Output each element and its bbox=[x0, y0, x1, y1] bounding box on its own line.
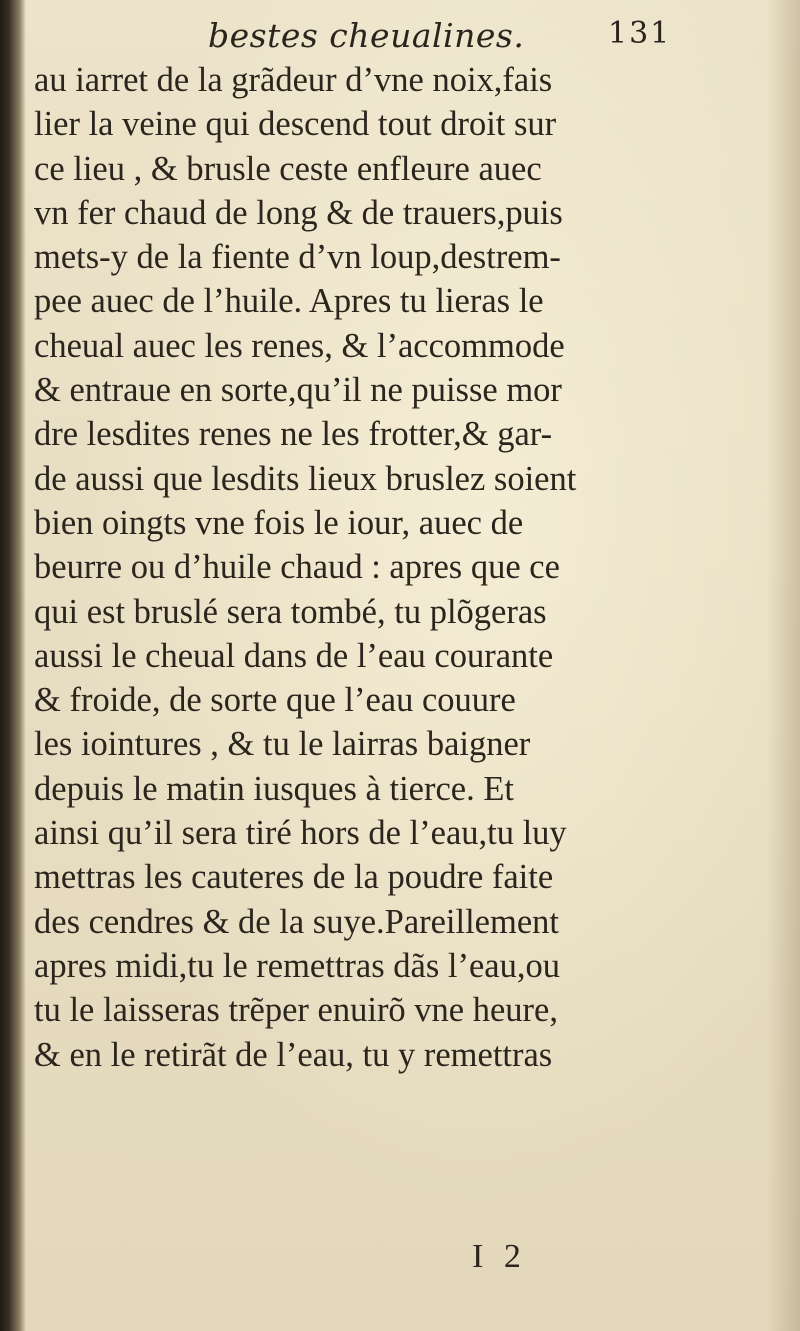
text-line: dre lesdites renes ne les frotter,& gar- bbox=[34, 415, 553, 454]
text-line: beurre ou d’huile chaud : apres que ce bbox=[34, 548, 560, 587]
text-line: qui est bruslé sera tombé, tu plõgeras bbox=[34, 592, 547, 631]
text-line: les iointures , & tu le lairras baigner bbox=[34, 725, 531, 764]
text-line: mets-y de la fiente d’vn loup,destrem- bbox=[34, 238, 561, 277]
text-line: mettras les cauteres de la poudre faite bbox=[34, 858, 554, 897]
signature-mark: I 2 bbox=[472, 1238, 527, 1275]
text-line: depuis le matin iusques à tierce. Et bbox=[34, 769, 514, 808]
text-line: tu le laisseras trẽper enuirõ vne heure, bbox=[34, 991, 558, 1030]
text-line: lier la veine qui descend tout droit sur bbox=[34, 105, 557, 144]
text-line: aussi le cheual dans de l’eau courante bbox=[34, 636, 554, 675]
text-line: ainsi qu’il sera tiré hors de l’eau,tu luy bbox=[34, 814, 567, 853]
text-line: bien oingts vne fois le iour, auec de bbox=[34, 503, 524, 542]
page-header bbox=[0, 14, 800, 64]
text-line: & froide, de sorte que l’eau couure bbox=[34, 681, 516, 720]
page-gutter-shadow bbox=[0, 0, 26, 1331]
text-line: & en le retirãt de l’eau, tu y remettras bbox=[34, 1035, 553, 1074]
text-line: des cendres & de la suye.Pareillement bbox=[34, 902, 559, 941]
body-text bbox=[34, 58, 734, 1077]
text-line: pee auec de l’huile. Apres tu lieras le bbox=[34, 282, 544, 321]
text-line: & entraue en sorte,qu’il ne puisse mor bbox=[34, 371, 562, 410]
text-line: au iarret de la grãdeur d’vne noix,fais bbox=[34, 61, 553, 99]
text-line: cheual auec les renes, & l’accommode bbox=[34, 326, 565, 365]
page-edge-stain bbox=[766, 0, 800, 1331]
text-line: vn fer chaud de long & de trauers,puis bbox=[34, 193, 563, 232]
text-line: de aussi que lesdits lieux bruslez soient bbox=[34, 459, 577, 498]
text-line: ce lieu , & brusle ceste enfleure auec bbox=[34, 149, 542, 188]
page-number: 131 bbox=[608, 16, 672, 51]
running-head: bestes cheualines. bbox=[208, 16, 525, 55]
text-line: apres midi,tu le remettras dãs l’eau,ou bbox=[34, 946, 560, 985]
